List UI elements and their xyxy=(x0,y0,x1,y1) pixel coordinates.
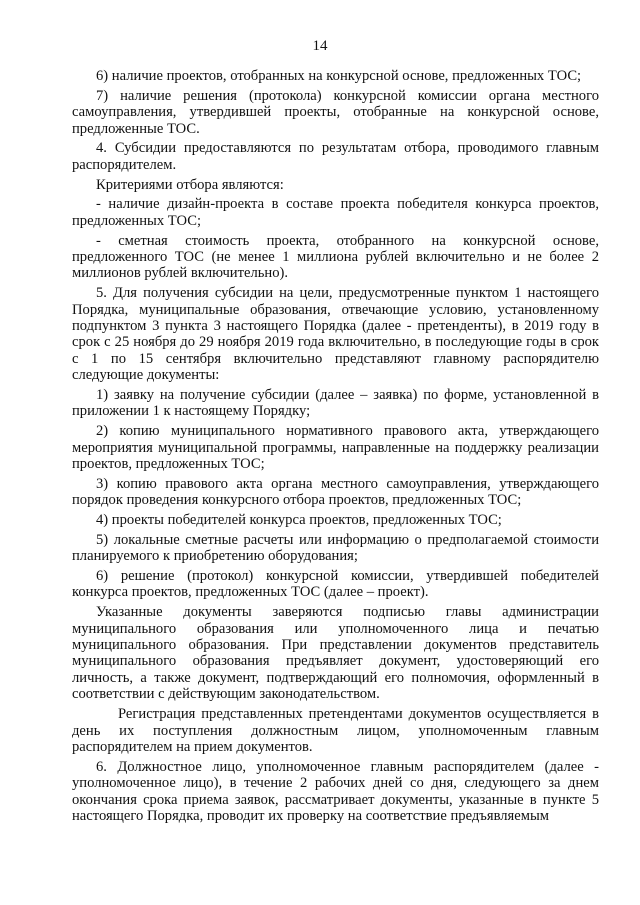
paragraph-selection-criterion-design: - наличие дизайн-проекта в составе проекта победителя конкурса проектов, предложенных ТОС; xyxy=(72,196,599,229)
paragraph-document-2: 2) копию муниципального нормативного правового акта, утверждающего мероприятия муниципальной программы, направленные на поддержку реализации проектов, предложенных ТОС; xyxy=(72,423,599,473)
paragraph-document-6: 6) решение (протокол) конкурсной комиссии, утвердившей победителей конкурса проектов, предложенных ТОС (далее – проект). xyxy=(72,568,599,601)
paragraph-criterion-6: 6) наличие проектов, отобранных на конкурсной основе, предложенных ТОС; xyxy=(96,68,582,84)
paragraph-section-4: 4. Субсидии предоставляются по результатам отбора, проводимого главным распорядителем. xyxy=(72,140,599,173)
page-number: 14 xyxy=(312,38,328,54)
paragraph-selection-criteria-heading: Критериями отбора являются: xyxy=(96,176,284,193)
paragraph-document-5: 5) локальные сметные расчеты или информацию о предполагаемой стоимости планируемого к приобретению оборудования; xyxy=(72,531,599,565)
paragraph-registration: Регистрация представленных претендентами документов осуществляется в день их поступления должностным лицом, уполномоченным главным распорядителем на прием документов. xyxy=(72,706,599,755)
paragraph-criterion-7: 7) наличие решения (протокола) конкурсной комиссии органа местного самоуправления, утвердившей проекты, отобранные на конкурсной основе, предложенные ТОС. xyxy=(72,87,599,137)
document-body xyxy=(72,68,599,828)
paragraph-certification: Указанные документы заверяются подписью главы администрации муниципального образования или уполномоченного лица и печатью муниципального образования. При представлении документов представитель муниципального образования предъявляет документ, удостоверяющий его личность, а также документ, подтверждающий его полномочия, оформленный в соответствии с действующим законодательством. xyxy=(72,604,599,703)
paragraph-document-4: 4) проекты победителей конкурса проектов, предложенных ТОС; xyxy=(96,512,502,529)
paragraph-section-5: 5. Для получения субсидии на цели, предусмотренные пунктом 1 настоящего Порядка, муниципальные образования, отвечающие условию, установленному подпунктом 3 пункта 3 настоящего Порядка (далее - претенденты), в 2019 году в срок с 25 ноября до 29 ноября 2019 года включительно, в последующие годы в срок с 1 по 15 сентября включительно представляют главному распорядителю следующие документы: xyxy=(72,285,599,384)
paragraph-selection-criterion-cost: - сметная стоимость проекта, отобранного на конкурсной основе, предложенного ТОС (не менее 1 миллиона рублей включительно и не более 2 миллионов рублей включительно). xyxy=(72,232,599,282)
paragraph-document-1: 1) заявку на получение субсидии (далее – заявка) по форме, установленной в приложении 1 к настоящему Порядку; xyxy=(72,387,599,420)
paragraph-document-3: 3) копию правового акта органа местного самоуправления, утверждающего порядок проведения конкурсного отбора проектов, предложенных ТОС; xyxy=(72,475,599,509)
paragraph-section-6: 6. Должностное лицо, уполномоченное главным распорядителем (далее - уполномоченное лицо), в течение 2 рабочих дней со дня, следующего за днем окончания срока приема заявок, рассматривает документы, указанные в пункте 5 настоящего Порядка, проводит их проверку на соответствие предъявляемым xyxy=(72,758,599,824)
